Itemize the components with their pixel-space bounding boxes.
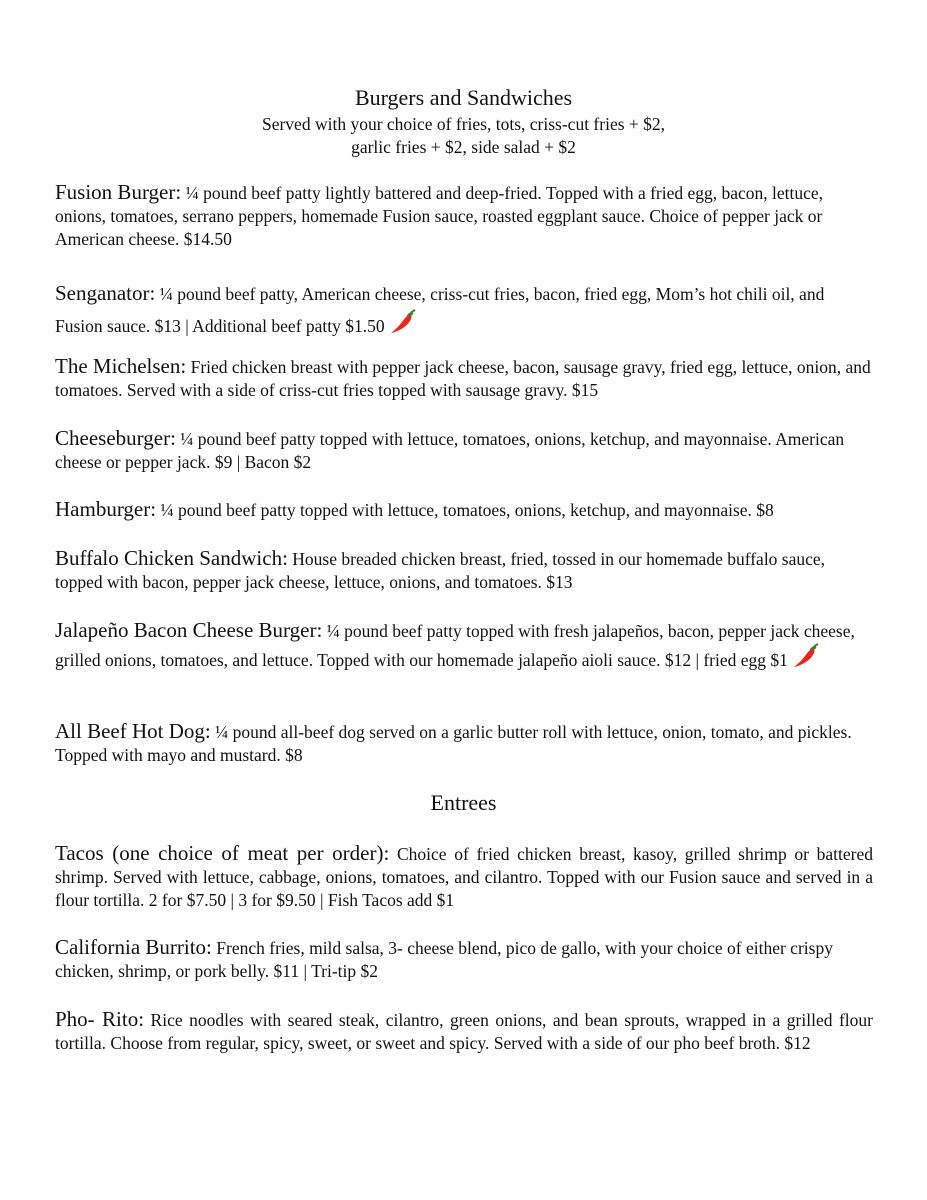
- item-description: Rice noodles with seared steak, cilantro, green onions, and bean sprouts, wrapped in a grilled flour tortilla. Choose from regular, spicy, sweet, or sweet and spicy. Served with a side of our pho beef broth. $12: [55, 1010, 873, 1053]
- menu-item-all-beef-hot-dog: [55, 720, 873, 767]
- item-name: Cheeseburger:: [55, 426, 176, 450]
- item-description: French fries, mild salsa, 3- cheese blend, pico de gallo, with your choice of either crispy chicken, shrimp, or pork belly. $11 | Tri-tip $2: [55, 938, 833, 981]
- menu-item-senganator: [55, 278, 873, 341]
- item-description: ¼ pound beef patty topped with lettuce, tomatoes, onions, ketchup, and mayonnaise. American cheese or pepper jack. $9 | Bacon $2: [55, 429, 845, 472]
- item-description: Choice of fried chicken breast, kasoy, grilled shrimp or battered shrimp. Served with lettuce, cabbage, onions, tomatoes, and cilantro. Topped with our Fusion sauce and served in a flour tortilla. 2 for $7.50 | 3 for $9.50 | Fish Tacos add $1: [55, 844, 874, 910]
- chili-pepper-icon: [389, 309, 417, 335]
- menu-item-california-burrito: [55, 936, 873, 983]
- burgers-sides-note: [0, 113, 927, 159]
- item-description: House breaded chicken breast, fried, tossed in our homemade buffalo sauce, topped with bacon, pepper jack cheese, lettuce, onions, and tomatoes. $13: [55, 549, 826, 592]
- item-name: Fusion Burger:: [55, 180, 182, 204]
- item-description: ¼ pound beef patty lightly battered and deep-fried. Topped with a fried egg, bacon, lettuce, onions, tomatoes, serrano peppers, homemade Fusion sauce, roasted eggplant sauce. Choice of pepper jack or American cheese. $14.50: [55, 183, 824, 249]
- menu-item-fusion-burger: [55, 181, 873, 251]
- menu-item-tacos: [55, 842, 873, 912]
- item-name: Buffalo Chicken Sandwich:: [55, 546, 288, 570]
- item-name: All Beef Hot Dog:: [55, 719, 211, 743]
- item-name: Jalapeño Bacon Cheese Burger:: [55, 618, 323, 642]
- chili-pepper-icon: [792, 643, 820, 669]
- entrees-section-title: Entrees: [430, 790, 497, 815]
- item-name: Senganator:: [55, 281, 156, 305]
- item-description: ¼ pound all-beef dog served on a garlic butter roll with lettuce, onion, tomato, and pickles. Topped with mayo and mustard. $8: [55, 722, 852, 765]
- item-name: California Burrito:: [55, 935, 212, 959]
- item-description: Fried chicken breast with pepper jack cheese, bacon, sausage gravy, fried egg, lettuce, onion, and tomatoes. Served with a side of criss-cut fries topped with sausage gravy. $15: [55, 357, 871, 400]
- sides-note-line-2: garlic fries + $2, side salad + $2: [351, 137, 576, 157]
- item-name: The Michelsen:: [55, 354, 187, 378]
- item-name: Pho- Rito:: [55, 1007, 145, 1031]
- item-name: Hamburger:: [55, 497, 157, 521]
- item-description: ¼ pound beef patty, American cheese, criss-cut fries, bacon, fried egg, Mom’s hot chili oil, and Fusion sauce. $13 | Additional beef patty $1.50: [55, 284, 825, 336]
- menu-item-buffalo-chicken-sandwich: [55, 547, 873, 594]
- menu-item-cheeseburger: [55, 427, 873, 474]
- burgers-section-title: Burgers and Sandwiches: [354, 85, 573, 110]
- menu-item-hamburger: [55, 498, 873, 522]
- item-description: ¼ pound beef patty topped with fresh jalapeños, bacon, pepper jack cheese, grilled onions, tomatoes, and lettuce. Topped with our homemade jalapeño aioli sauce. $12 | fried egg $1: [55, 621, 855, 670]
- menu-item-pho-rito: [55, 1008, 873, 1055]
- item-name: Tacos (one choice of meat per order):: [55, 841, 390, 865]
- menu-item-the-michelsen: [55, 355, 873, 402]
- item-description: ¼ pound beef patty topped with lettuce, tomatoes, onions, ketchup, and mayonnaise. $8: [156, 500, 774, 520]
- sides-note-line-1: Served with your choice of fries, tots, criss-cut fries + $2,: [261, 114, 666, 134]
- menu-item-jalapeno-bacon-cheese-burger: [55, 619, 873, 672]
